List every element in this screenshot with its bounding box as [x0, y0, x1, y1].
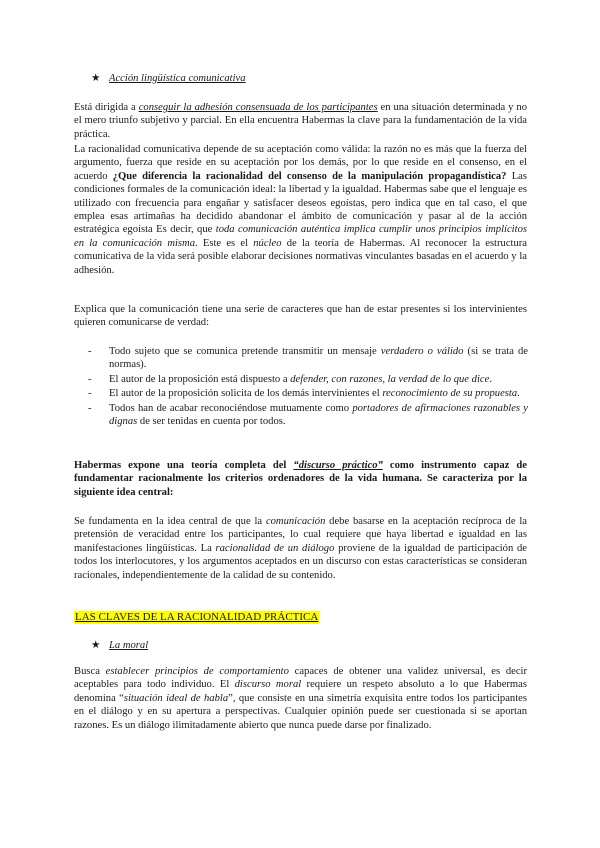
text-emphasis: establecer principios de comportamiento	[105, 666, 289, 677]
list-item	[88, 373, 528, 386]
text: (si se trata de normas).	[109, 346, 528, 371]
text: Todo sujeto que se comunica pretende transmitir un mensaje	[109, 346, 381, 357]
text: Todos han de acabar reconociéndose mutuamente como	[109, 402, 353, 414]
text-bold-question: ¿Que diferencia la racionalidad del consenso de la manipulación propagandística?	[112, 170, 507, 182]
text-emphasis: defender, con razones, la verdad de lo que dice	[290, 373, 490, 385]
paragraph-moral	[74, 665, 527, 732]
text: Busca	[74, 666, 106, 677]
text: ”, que consiste en una simetría exquisita entre todos los participantes en el diálogo y en su apertura a perspectivas. Cualquier opinión puede ser cuestionada si se aportan razones. Es un diálogo ilimitadamente abierto que nunca puede darse por finalizado.	[74, 692, 527, 731]
text-emphasis: portadores de afirmaciones razonables y dignas	[109, 402, 528, 428]
dash-bullet-icon: -	[88, 388, 92, 400]
text-emphasis: situación ideal de habla	[123, 692, 229, 704]
text-emphasis: discurso moral	[234, 679, 302, 691]
text: como instrumento capaz de fundamentar racionalmente los criterios ordenadores de la vida humana. Se caracteriza por la siguiente idea central:	[74, 460, 527, 498]
paragraph-idea-central	[74, 515, 527, 582]
star-bullet-icon: ★	[91, 73, 101, 84]
list-item	[88, 402, 528, 429]
text: . Este es el	[195, 237, 254, 249]
text: en una situación determinada y no el mero triunfo subjetivo y parcial. En ella encuentra Habermas la clave para la fundamentación de la vida práctica.	[74, 102, 527, 140]
text: El autor de la proposición solicita de los demás intervinientes el	[109, 388, 383, 400]
text: capaces de obtener una validez universal, es decir aceptables para todo individuo. El	[74, 666, 527, 691]
text-emphasis: verdadero o válido	[380, 346, 464, 357]
heading-la-moral	[91, 639, 148, 652]
paragraph-caracteres: Explica que la comunicación tiene una serie de caracteres que han de estar presentes si los intervinientes quieren comunicarse de verdad:	[74, 304, 527, 329]
section-title-racionalidad-practica: LAS CLAVES DE LA RACIONALIDAD PRÁCTICA	[75, 611, 319, 623]
dash-bullet-icon: -	[88, 402, 92, 414]
list-item	[88, 345, 528, 372]
text: requiere un respeto absoluto a lo que Habermas denomina “	[74, 679, 527, 704]
text-emphasis: reconocimiento de su propuesta	[382, 388, 518, 400]
text: Habermas expone una teoría completa del	[74, 460, 294, 471]
dash-bullet-icon: -	[88, 373, 92, 385]
text: El autor de la proposición está dispuesto a	[109, 373, 291, 385]
text: La racionalidad comunicativa depende de su aceptación como válida: la razón no es más que la fuerza del argumento, fuerza que reside en su aceptación por los demás, por lo que reside en el consenso, en el acuerdo	[74, 144, 527, 182]
paragraph-discurso-practico	[74, 459, 527, 499]
star-bullet-icon: ★	[91, 640, 101, 651]
heading-accion-linguistica	[91, 72, 246, 85]
text-emphasis: toda comunicación auténtica implica cumplir unos principios implícitos en la comunicación misma	[74, 224, 527, 249]
text: .	[489, 373, 492, 385]
text: Se fundamenta en la idea central de que la	[74, 516, 266, 527]
text: debe basarse en la aceptación recíproca de la pretensión de veracidad entre los participantes, lo cual requiere que haya libertad e igualdad en las manifestaciones lingüísticas. La	[74, 516, 527, 554]
heading-label: La moral	[109, 640, 149, 651]
text-emphasis: comunicación	[265, 516, 326, 527]
paragraph-racionalidad-comunicativa	[74, 143, 527, 277]
text: Está dirigida a	[74, 102, 139, 113]
text: Las condiciones formales de la comunicación ideal: la libertad y la igualdad. Habermas sabe que el lenguaje es utilizado con frecuencia para engañar y satisfacer deseos egoístas, pero indica que en tal caso, el que emplea esas artimañas ha decidido abandonar el ámbito de comunicación y pasar al de la acción estratégica egoísta Es decir, que	[74, 170, 527, 236]
text-emphasis: “discurso práctico”	[293, 460, 383, 471]
text: de la teoría de Habermas. Al reconocer la estructura comunicativa de la vida será posible elaborar decisiones normativas vinculantes basadas en el acuerdo y la adhesión.	[74, 237, 528, 276]
text-emphasis: conseguir la adhesión consensuada de los participantes	[138, 102, 378, 113]
text: de ser tenidas en cuenta por todos.	[137, 416, 286, 428]
text-emphasis: núcleo	[253, 237, 282, 249]
characteristics-list	[88, 345, 528, 429]
text: .	[517, 388, 520, 400]
paragraph-adhesion	[74, 101, 527, 141]
text-emphasis: racionalidad de un diálogo	[215, 542, 335, 554]
dash-bullet-icon: -	[88, 346, 92, 357]
text: proviene de la igualdad de participación de todos los interlocutores, y los argumentos aceptados en un discurso con estas características se consideran racionales, independientemente de la calidad de su contenido.	[74, 542, 527, 581]
heading-label: Acción lingüística comunicativa	[109, 73, 246, 84]
list-item	[88, 387, 528, 400]
